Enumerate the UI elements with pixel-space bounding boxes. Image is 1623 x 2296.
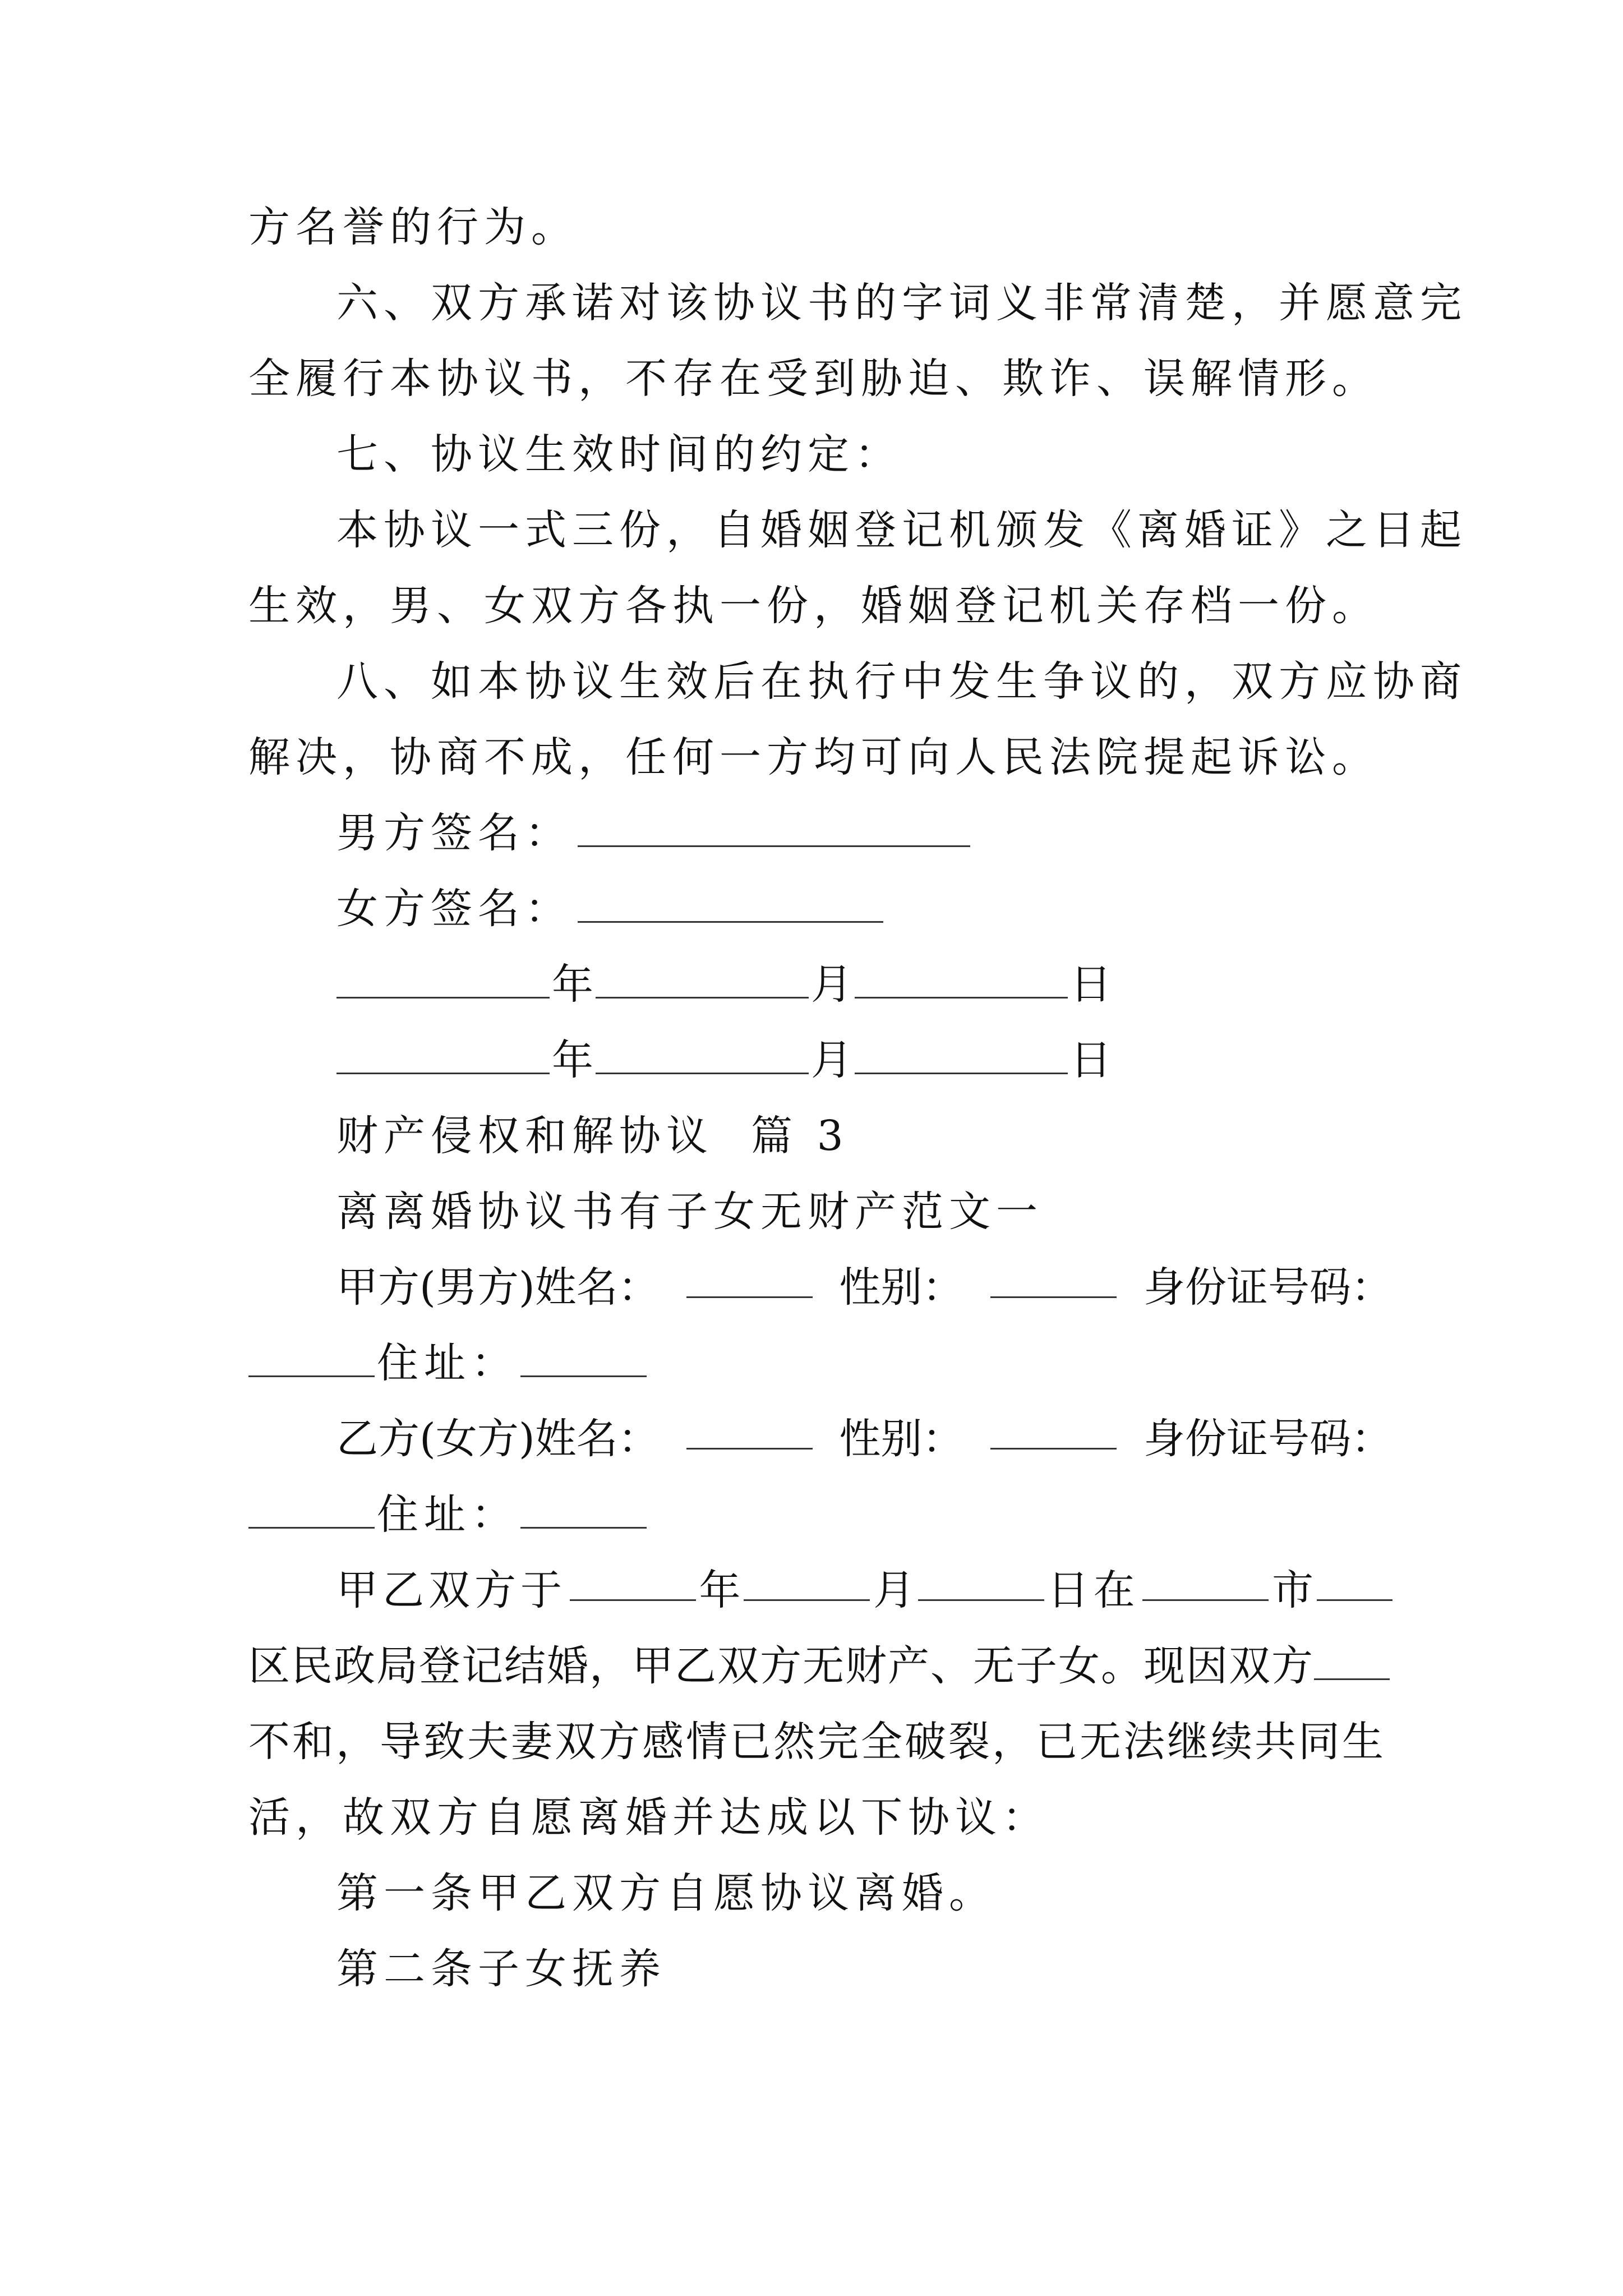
article-two: 第二条子女抚养 bbox=[336, 1945, 666, 1993]
month-blank[interactable] bbox=[596, 1036, 809, 1074]
date-row-1 bbox=[336, 956, 1393, 1013]
month-blank[interactable] bbox=[596, 960, 809, 999]
party-b-address-label: 住址： bbox=[377, 1490, 518, 1539]
day-blank[interactable] bbox=[855, 960, 1068, 999]
party-b-address-blank[interactable] bbox=[520, 1490, 647, 1529]
male-signature-label: 男方签名： bbox=[336, 809, 572, 857]
registration-line-3: 不和，导致夫妻双方感情已然完全破裂，已无法继续共同生 bbox=[248, 1718, 1386, 1766]
marriage-registration-row bbox=[336, 1562, 1393, 1618]
article-one: 第一条甲乙双方自愿协议离婚。 bbox=[336, 1869, 996, 1917]
clause-seven-line-1: 本协议一式三份，自婚姻登记机颁发《离婚证》之日起 bbox=[336, 506, 1467, 554]
party-b-gender-blank[interactable] bbox=[990, 1411, 1117, 1450]
registration-district-blank[interactable] bbox=[1317, 1562, 1393, 1601]
party-a-address-blank[interactable] bbox=[520, 1338, 647, 1377]
month-label: 月 bbox=[811, 960, 852, 1009]
party-a-name-blank[interactable] bbox=[686, 1259, 813, 1298]
registration-year-blank[interactable] bbox=[570, 1562, 696, 1601]
clause-eight-line-1: 八、如本协议生效后在执行中发生争议的，双方应协商 bbox=[336, 657, 1467, 706]
day-label: 日 bbox=[1070, 960, 1112, 1009]
clause-six-line-1: 六、双方承诺对该协议书的字词义非常清楚，并愿意完 bbox=[336, 279, 1467, 327]
registration-day-blank[interactable] bbox=[918, 1562, 1044, 1601]
male-signature-row bbox=[336, 805, 1393, 861]
male-signature-blank[interactable] bbox=[578, 808, 970, 847]
registration-city-label: 市 bbox=[1272, 1566, 1314, 1614]
registration-line-4: 活，故双方自愿离婚并达成以下协议： bbox=[248, 1793, 1049, 1842]
year-label: 年 bbox=[552, 1036, 593, 1084]
party-b-id-blank[interactable] bbox=[248, 1490, 375, 1529]
party-a-address-label: 住址： bbox=[377, 1339, 518, 1387]
day-blank[interactable] bbox=[855, 1036, 1068, 1074]
registration-month-label: 月 bbox=[873, 1566, 915, 1614]
party-a-address-row bbox=[248, 1335, 1393, 1391]
party-a-name-label: 甲方(男方)姓名： bbox=[336, 1263, 660, 1312]
party-a-gender-label: 性别： bbox=[839, 1263, 964, 1312]
month-label: 月 bbox=[811, 1036, 852, 1084]
day-label: 日 bbox=[1070, 1036, 1112, 1084]
party-a-gender-blank[interactable] bbox=[990, 1259, 1117, 1298]
registration-prefix: 甲乙双方于 bbox=[336, 1566, 566, 1614]
date-row-2 bbox=[336, 1032, 1393, 1088]
female-signature-label: 女方签名： bbox=[336, 885, 572, 933]
registration-month-blank[interactable] bbox=[744, 1562, 870, 1601]
party-a-id-label: 身份证号码： bbox=[1144, 1263, 1393, 1312]
party-b-name-blank[interactable] bbox=[686, 1411, 813, 1450]
registration-day-label: 日在 bbox=[1047, 1566, 1140, 1614]
party-b-row bbox=[336, 1411, 1393, 1467]
registration-city-blank[interactable] bbox=[1142, 1562, 1269, 1601]
party-a-id-blank[interactable] bbox=[248, 1338, 375, 1377]
clause-six-line-2: 全履行本协议书，不存在受到胁迫、欺诈、误解情形。 bbox=[248, 355, 1379, 403]
registration-year-label: 年 bbox=[699, 1566, 741, 1614]
document-subtitle: 离离婚协议书有子女无财产范文一 bbox=[336, 1188, 1043, 1236]
clause-seven-heading: 七、协议生效时间的约定： bbox=[336, 430, 902, 478]
party-b-name-label: 乙方(女方)姓名： bbox=[336, 1415, 660, 1463]
registration-line-2 bbox=[248, 1638, 1393, 1694]
party-b-address-row bbox=[248, 1487, 1393, 1543]
clause-seven-line-2: 生效，男、女双方各执一份，婚姻登记机关存档一份。 bbox=[248, 582, 1379, 630]
party-b-gender-label: 性别： bbox=[839, 1415, 964, 1463]
year-blank[interactable] bbox=[336, 960, 550, 999]
registration-text: 区民政局登记结婚，甲乙双方无财产、无子女。现因双方 bbox=[248, 1642, 1314, 1690]
female-signature-row bbox=[336, 881, 1393, 937]
section-title: 财产侵权和解协议 篇 3 bbox=[336, 1112, 849, 1160]
clause-eight-line-2: 解决，协商不成，任何一方均可向人民法院提起诉讼。 bbox=[248, 733, 1379, 781]
party-a-row bbox=[336, 1259, 1393, 1315]
year-blank[interactable] bbox=[336, 1036, 550, 1074]
female-signature-blank[interactable] bbox=[578, 884, 883, 923]
year-label: 年 bbox=[552, 960, 593, 1009]
party-b-id-label: 身份证号码： bbox=[1144, 1415, 1393, 1463]
reason-blank[interactable] bbox=[1314, 1641, 1390, 1680]
text-line: 方名誉的行为。 bbox=[248, 203, 578, 251]
